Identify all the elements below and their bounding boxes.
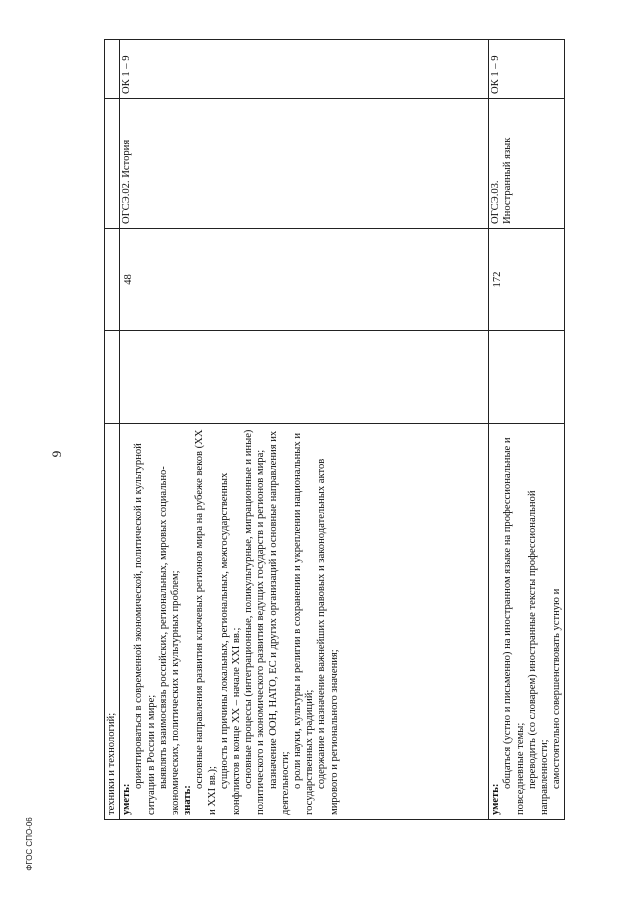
competencies-cell: ОК 1 – 9	[489, 40, 565, 99]
page-number: 9	[49, 450, 64, 458]
requirement-item: о роли науки, культуры и религии в сохранении и укреплении национальных и государственных традиций;	[292, 432, 316, 815]
table-row-history	[120, 40, 489, 820]
table-canvas	[104, 40, 563, 820]
competency-table	[104, 39, 565, 820]
table-row-continuation	[105, 40, 120, 820]
hours-cell: 48	[120, 229, 489, 331]
requirements-cell	[489, 424, 565, 820]
table-row-foreign-language	[489, 40, 565, 820]
requirements-cell	[105, 424, 120, 820]
umet-label: уметь:	[121, 783, 133, 815]
empty-cell	[105, 331, 120, 424]
hours-cell: 172	[489, 229, 565, 331]
requirement-item: общаться (устно и письменно) на иностранном языке на профессиональные и повседневные темы;	[502, 437, 526, 815]
empty-cell	[120, 331, 489, 424]
umet-label: уметь:	[490, 783, 502, 815]
discipline-code: ОГСЭ.03.	[490, 180, 502, 224]
empty-cell	[489, 331, 565, 424]
continuation-text: техники и технологий;	[106, 712, 117, 815]
requirement-item: содержание и назначение важнейших правовых и законодательных актов мирового и регионального значения;	[316, 458, 340, 815]
znat-label: знать:	[182, 785, 194, 815]
requirement-item: самостоятельно совершенствовать устную и	[551, 588, 563, 789]
discipline-cell	[105, 99, 120, 229]
requirement-item: выявлять взаимосвязь российских, региональных, мировых социально-экономических, политических и культурных проблем;	[157, 466, 182, 815]
competencies-cell	[105, 40, 120, 99]
competencies-cell: ОК 1 – 9	[120, 40, 489, 99]
rotated-table-container	[104, 40, 563, 820]
requirement-item: переводить (со словарем) иностранные тексты профессиональной направленности;	[526, 490, 551, 815]
requirement-item: назначение ООН, НАТО, ЕС и других организаций и основные направления их деятельности;	[267, 430, 291, 815]
requirement-item: основные процессы (интеграционные, поликультурные, миграционные и иные) политического и экономического развития ведущих государств и регионов мира;	[243, 429, 267, 815]
requirement-item: сущность и причины локальных, региональных, межгосударственных конфликтов в конце XX – начале XXI вв.;	[218, 472, 243, 815]
requirements-cell	[120, 424, 489, 820]
discipline-cell: ОГСЭ.02. История	[120, 99, 489, 229]
requirement-item: ориентироваться в современной экономической, политической и культурной ситуации в России и мире;	[133, 443, 157, 815]
footer-code: ФГОС СПО-06	[25, 817, 34, 871]
hours-cell	[105, 229, 120, 331]
discipline-cell	[489, 99, 565, 229]
discipline-name: Иностранный язык	[502, 137, 514, 224]
requirement-item: основные направления развития ключевых регионов мира на рубеже веков (XX и XXI вв.);	[194, 429, 218, 815]
